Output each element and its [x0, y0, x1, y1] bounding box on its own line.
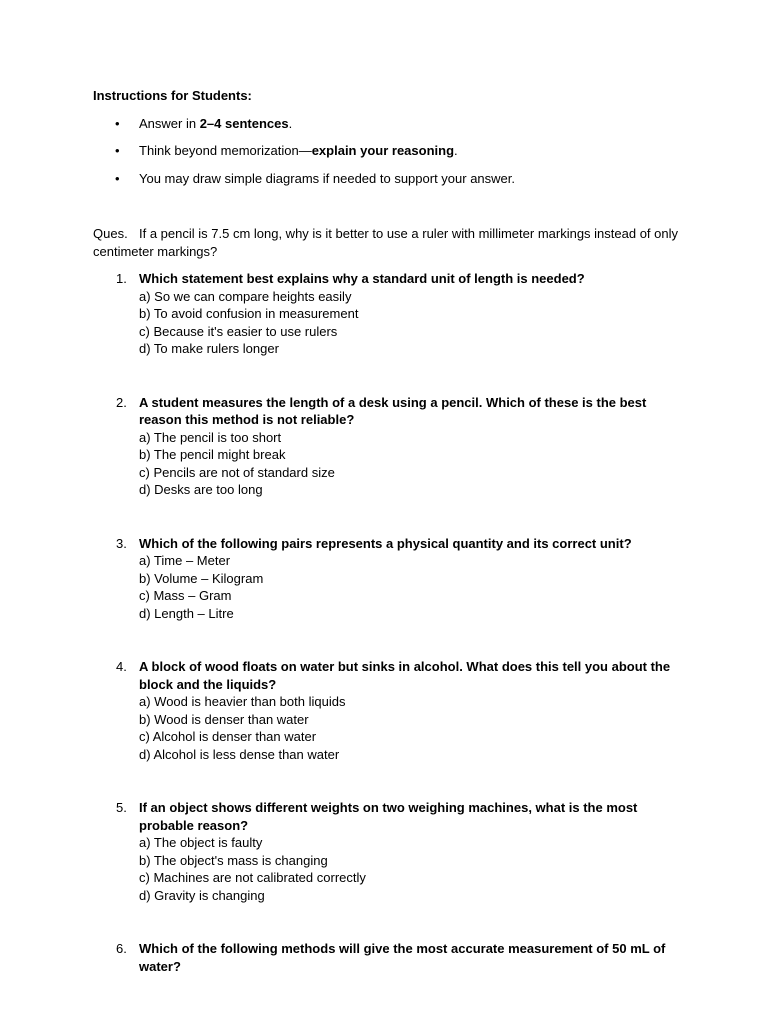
instructions-list	[93, 115, 683, 188]
question-item	[93, 799, 683, 904]
answer-option: a) Wood is heavier than both liquids	[139, 694, 346, 709]
question-item	[93, 394, 683, 499]
question-number: 1.	[116, 271, 127, 286]
question-text: Which statement best explains why a standard unit of length is needed?	[139, 271, 585, 286]
question-number: 2.	[116, 394, 127, 410]
answer-option: c) Because it's easier to use rulers	[139, 323, 338, 339]
instruction-bold-text: 2–4 sentences	[199, 115, 289, 131]
question-item	[93, 270, 683, 358]
instructions-heading: Instructions for Students:	[93, 88, 252, 103]
answer-option: b) The object's mass is changing	[139, 852, 328, 868]
bullet-icon: •	[115, 170, 120, 186]
answer-option: d) Alcohol is less dense than water	[139, 746, 340, 762]
question-item	[93, 658, 683, 763]
instruction-item	[93, 170, 683, 188]
answer-option: d) To make rulers longer	[139, 341, 279, 356]
bullet-icon: •	[115, 115, 120, 131]
question-item	[93, 940, 683, 975]
question-number: 4.	[116, 659, 127, 674]
question-item	[93, 535, 683, 623]
answer-option: c) Alcohol is denser than water	[139, 729, 317, 744]
question-text: Which of the following methods will give the most accurate measurement of 50 mL of water?	[139, 941, 666, 974]
question-text: If a pencil is 7.5 cm long, why is it better to use a ruler with millimeter markings instead of only centimeter markings?	[93, 226, 678, 259]
instruction-bold-text: explain your reasoning	[311, 143, 455, 158]
instruction-text: .	[454, 143, 458, 158]
answer-option: b) Wood is denser than water	[139, 711, 309, 727]
instruction-item	[93, 115, 683, 133]
answer-option: a) Time – Meter	[139, 553, 231, 568]
answer-option: a) So we can compare heights easily	[139, 288, 352, 304]
answer-option: d) Gravity is changing	[139, 887, 265, 903]
bullet-icon: •	[115, 143, 120, 158]
main-question	[93, 225, 683, 260]
answer-option: b) The pencil might break	[139, 447, 286, 462]
instruction-text: Answer in	[139, 115, 200, 131]
question-text: If an object shows different weights on two weighing machines, what is the most probable reason?	[139, 800, 638, 833]
answer-option: c) Mass – Gram	[139, 588, 232, 603]
question-number: 3.	[116, 535, 127, 551]
answer-option: b) Volume – Kilogram	[139, 570, 264, 586]
answer-option: d) Length – Litre	[139, 605, 234, 621]
instruction-text: Think beyond memorization—	[139, 143, 312, 158]
question-text: A block of wood floats on water but sinks in alcohol. What does this tell you about the block and the liquids?	[139, 659, 671, 692]
question-label: Ques.	[93, 226, 128, 241]
answer-option: c) Machines are not calibrated correctly	[139, 870, 366, 885]
instruction-text: .	[288, 115, 293, 131]
answer-option: b) To avoid confusion in measurement	[139, 306, 359, 321]
question-list	[93, 270, 683, 975]
question-text: Which of the following pairs represents a physical quantity and its correct unit?	[139, 535, 632, 551]
question-number: 5.	[116, 800, 127, 815]
document-page	[93, 87, 683, 1011]
instruction-text: You may draw simple diagrams if needed to support your answer.	[139, 170, 515, 186]
answer-option: d) Desks are too long	[139, 482, 263, 497]
answer-option: a) The pencil is too short	[139, 429, 282, 445]
answer-option: a) The object is faulty	[139, 835, 263, 850]
question-number: 6.	[116, 941, 127, 956]
instruction-item	[93, 142, 683, 160]
question-text: A student measures the length of a desk using a pencil. Which of these is the best reason this method is not reliable?	[139, 394, 647, 427]
answer-option: c) Pencils are not of standard size	[139, 464, 335, 480]
